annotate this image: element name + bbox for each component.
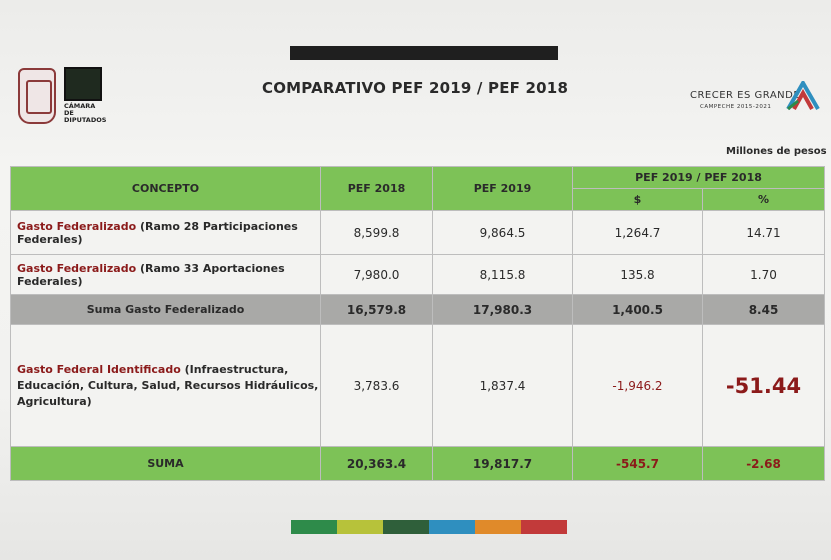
concept-cell [11,211,321,255]
pef2018-cell: 7,980.0 [321,255,433,295]
campeche-seal-logo [18,68,56,124]
pef2019-cell: 9,864.5 [433,211,573,255]
header-dollar: $ [573,189,703,211]
camara-emblem-icon [64,67,102,101]
concept-cell [11,325,321,447]
concept-highlight: Gasto Federal Identificado [17,362,181,376]
color-stripe-segment [383,520,429,534]
concept-highlight: Gasto Federalizado [17,219,137,233]
page-title: COMPARATIVO PEF 2019 / PEF 2018 [262,79,569,97]
color-stripe-segment [337,520,383,534]
diff-cell: -1,946.2 [573,325,703,447]
crecer-logo-text: CRECER ES GRANDE [690,90,801,101]
color-stripe-segment [291,520,337,534]
header-pef2019: PEF 2019 [433,167,573,211]
color-stripe-segment [475,520,521,534]
crecer-grande-logo [688,87,824,121]
pef2019-cell: 17,980.3 [433,295,573,325]
concept-detail: (Ramo 33 Aportaciones Federales) [17,261,285,288]
diff-cell: 1,264.7 [573,211,703,255]
crecer-triangle-icon [786,81,820,111]
pct-cell: 14.71 [703,211,825,255]
pef2018-cell: 8,599.8 [321,211,433,255]
table-row [11,255,825,295]
pct-cell: -2.68 [703,447,825,481]
header-percent: % [703,189,825,211]
diff-cell: 1,400.5 [573,295,703,325]
color-stripe-segment [521,520,567,534]
concept-cell: Suma Gasto Federalizado [11,295,321,325]
concept-cell [11,255,321,295]
diff-cell: 135.8 [573,255,703,295]
pef2019-cell: 8,115.8 [433,255,573,295]
pef2019-cell: 1,837.4 [433,325,573,447]
pef2018-cell: 16,579.8 [321,295,433,325]
pct-cell: 1.70 [703,255,825,295]
pct-cell: -51.44 [703,325,825,447]
table-row [11,325,825,447]
pct-cell: 8.45 [703,295,825,325]
diff-cell: -545.7 [573,447,703,481]
table-row [11,211,825,255]
header-concepto: CONCEPTO [11,167,321,211]
camara-logo-text: CÁMARA DE DIPUTADOS [64,102,107,124]
concept-detail: (Infraestructura, Educación, Cultura, Salud, Recursos Hidráulicos, Agricultura) [17,362,319,408]
concept-highlight: Gasto Federalizado [17,261,137,275]
comparison-table [10,166,825,481]
units-label: Millones de pesos [726,146,827,157]
header-pef2018: PEF 2018 [321,167,433,211]
header-comparison-group: PEF 2019 / PEF 2018 [573,167,825,189]
top-black-bar [290,46,558,60]
table-row-total [11,447,825,481]
pef2018-cell: 20,363.4 [321,447,433,481]
color-stripe-bar [291,520,567,534]
pef2019-cell: 19,817.7 [433,447,573,481]
pef2018-cell: 3,783.6 [321,325,433,447]
concept-cell: SUMA [11,447,321,481]
crecer-logo-subtext: CAMPECHE 2015-2021 [700,104,772,110]
color-stripe-segment [429,520,475,534]
camara-diputados-logo [64,67,106,124]
table-row-subtotal [11,295,825,325]
concept-detail: (Ramo 28 Participaciones Federales) [17,219,298,246]
